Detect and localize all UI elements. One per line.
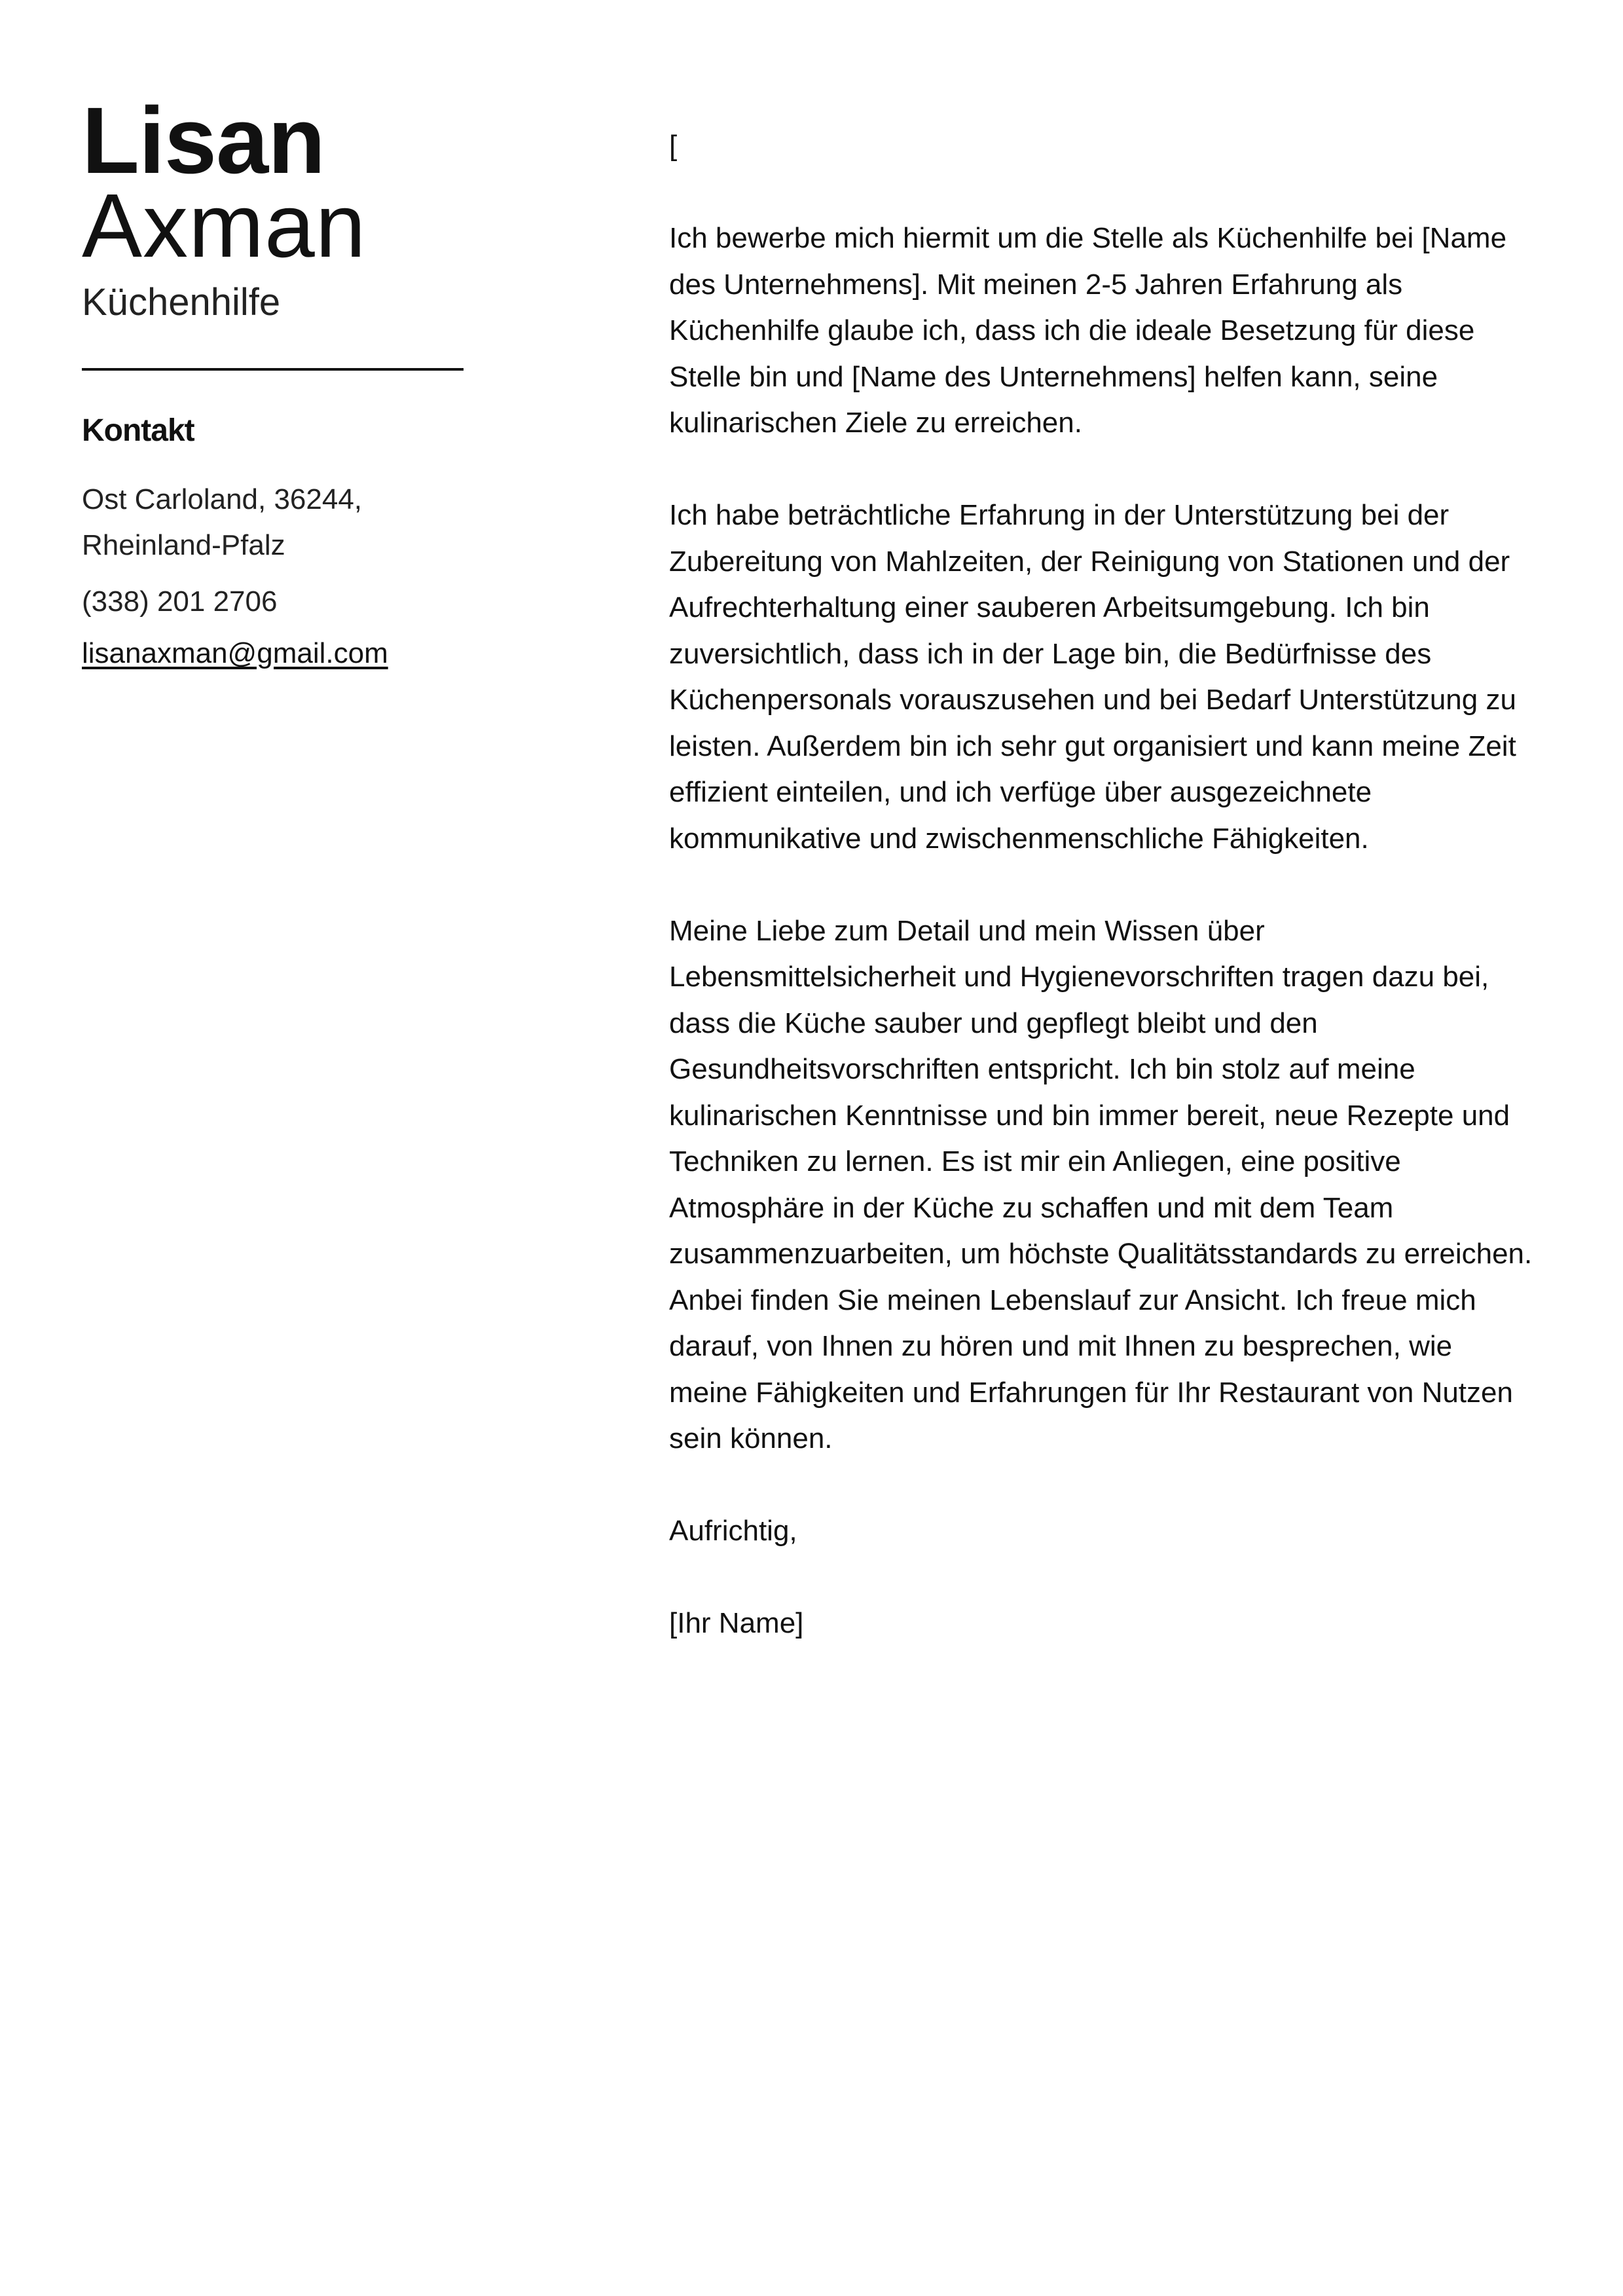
first-name: Lisan xyxy=(82,88,325,193)
address-line-1: Ost Carloland, 36244, xyxy=(82,483,363,515)
last-name: Axman xyxy=(82,176,367,276)
letter-opening: [ xyxy=(669,130,678,162)
letter-signature: [Ihr Name] xyxy=(669,1607,804,1639)
letter-paragraph: Ich bewerbe mich hiermit um die Stelle als Küchenhilfe bei [Name des Unternehmens]. Mit meinen 2-5 Jahren Erfahrung als Küchenhilfe glaube ich, dass ich die ideale Besetzung für diese Stelle bin und [Name des Unternehmens] helfen kann, seine kulinarischen Ziele zu erreichen. xyxy=(669,222,1507,439)
letter-paragraph: Meine Liebe zum Detail und mein Wissen über Lebensmittelsicherheit und Hygienevorschriften tragen dazu bei, dass die Küche sauber und gepflegt bleibt und den Gesundheitsvorschriften entspricht. Ich bin stolz auf meine kulinarischen Kenntnisse und bin immer bereit, neue Rezepte und Techniken zu lernen. Es ist mir ein Anliegen, eine positive Atmosphäre in der Küche zu schaffen und mit dem Team zusammenzuarbeiten, um höchste Qualitätsstandards zu erreichen. Anbei finden Sie meinen Lebenslauf zur Ansicht. Ich freue mich darauf, von Ihnen zu hören und mit Ihnen zu besprechen, wie meine Fähigkeiten und Erfahrungen für Ihr Restaurant von Nutzen sein können. xyxy=(669,914,1533,1454)
letter-body xyxy=(669,123,1533,1693)
address-line-2: Rheinland-Pfalz xyxy=(82,529,285,561)
job-title: Küchenhilfe xyxy=(82,281,281,324)
divider xyxy=(82,368,464,371)
contact-email-link[interactable]: lisanaxman@gmail.com xyxy=(82,637,388,669)
letter-closing: Aufrichtig, xyxy=(669,1515,797,1547)
sidebar xyxy=(82,88,475,673)
contact-address xyxy=(82,477,475,568)
letter-paragraph: Ich habe beträchtliche Erfahrung in der Unterstützung bei der Zubereitung von Mahlzeiten, der Reinigung von Stationen und der Aufrechterhaltung einer sauberen Arbeitsumgebung. Ich bin zuversichtlich, dass ich in der Lage bin, die Bedürfnisse des Küchenpersonals vorauszusehen und bei Bedarf Unterstützung zu leisten. Außerdem bin ich sehr gut organisiert und kann meine Zeit effizient einteilen, und ich verfüge über ausgezeichnete kommunikative und zwischenmenschliche Fähigkeiten. xyxy=(669,499,1516,855)
contact-heading: Kontakt xyxy=(82,413,194,448)
contact-phone: (338) 201 2706 xyxy=(82,585,278,618)
